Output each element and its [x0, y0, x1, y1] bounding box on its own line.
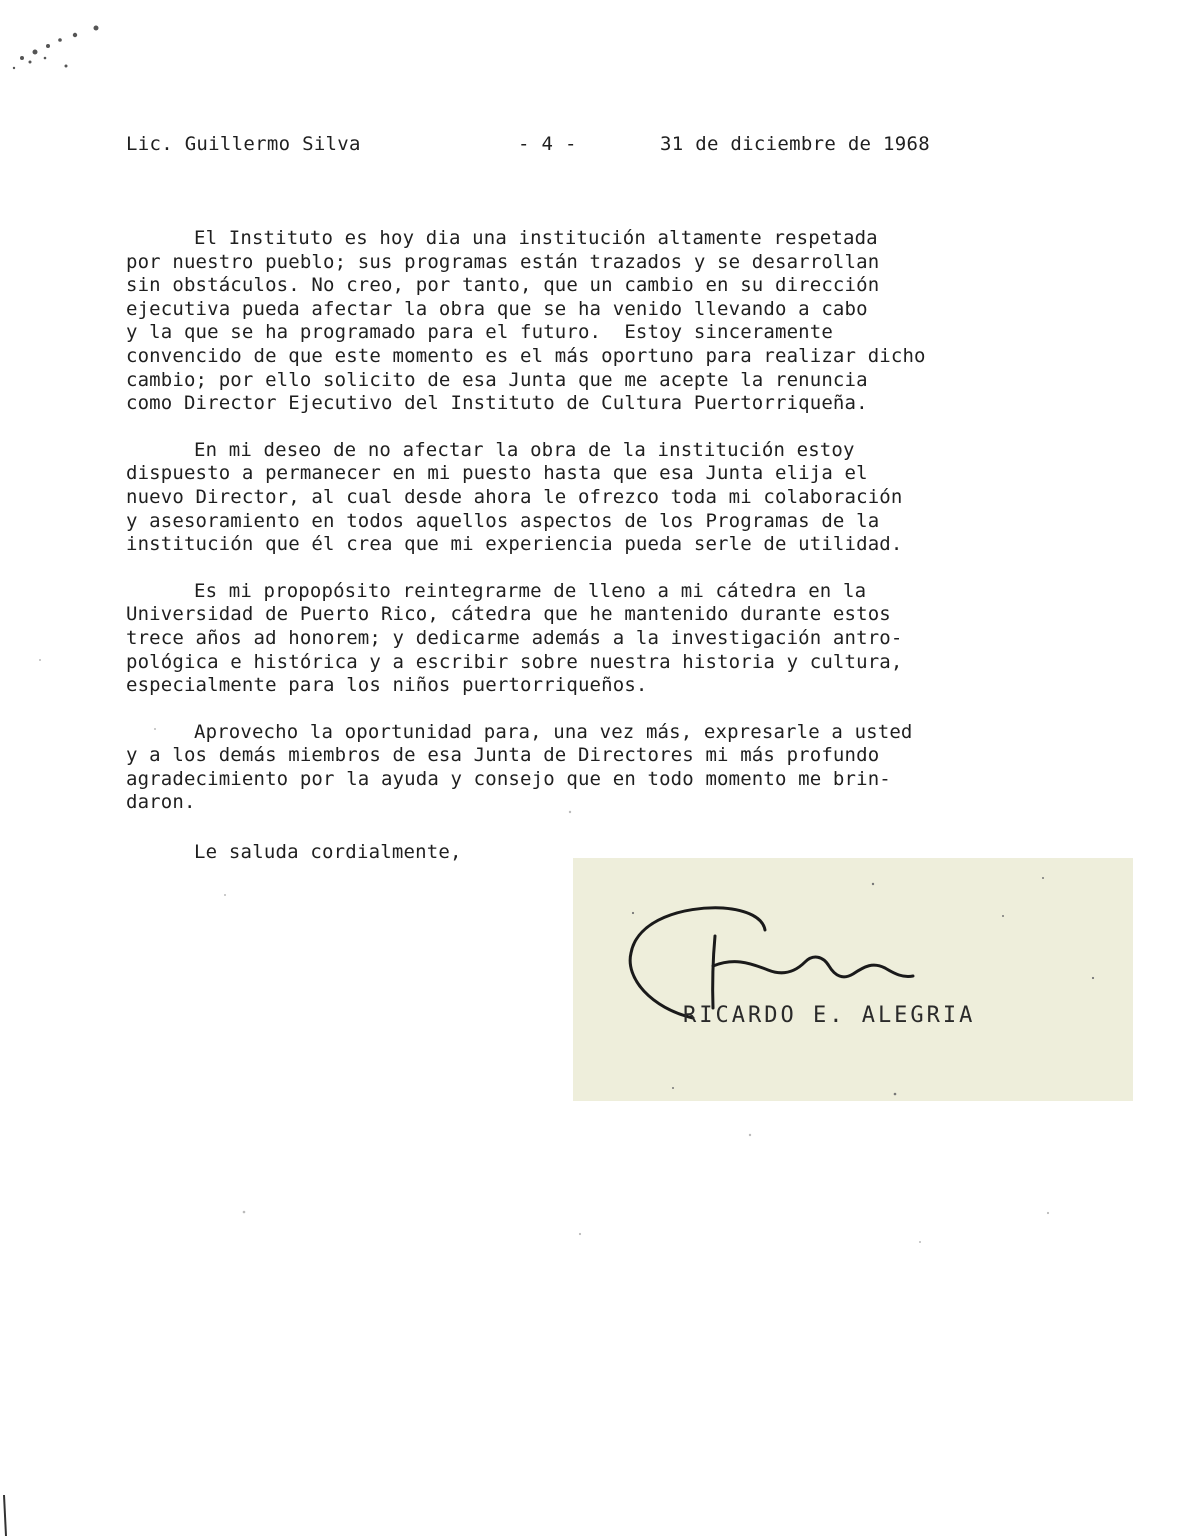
closing-salutation: Le saluda cordialmente, [194, 841, 462, 863]
paragraph-3 [126, 580, 1096, 698]
addressee: Lic. Guillermo Silva [126, 133, 361, 155]
text-line: dispuesto a permanecer en mi puesto hasta que esa Junta elija el [126, 462, 868, 485]
text-line: institución que él crea que mi experiencia pueda serle de utilidad. [126, 533, 903, 556]
text-line: ejecutiva pueda afectar la obra que se ha venido llevando a cabo [126, 297, 868, 320]
handwritten-signature [573, 858, 1133, 1101]
paragraph-2 [126, 439, 1096, 557]
letter-body [126, 227, 1096, 838]
text-line: especialmente para los niños puertorriqueños. [126, 674, 648, 697]
paragraph-4 [126, 721, 1096, 815]
text-line: como Director Ejecutivo del Instituto de Cultura Puertorriqueña. [126, 392, 868, 415]
paragraph-1 [126, 227, 1096, 416]
text-line: convencido de que este momento es el más oportuno para realizar dicho [126, 344, 926, 367]
text-line: pológica e histórica y a escribir sobre nuestra historia y cultura, [126, 650, 903, 673]
text-line: cambio; por ello solicito de esa Junta que me acepte la renuncia [126, 368, 868, 391]
text-line: daron. [126, 791, 196, 814]
text-line: El Instituto es hoy dia una institución altamente respetada [194, 227, 878, 249]
signature-block [573, 858, 1133, 1101]
text-line: nuevo Director, al cual desde ahora le ofrezco toda mi colaboración [126, 485, 903, 508]
typed-signatory-name: RICARDO E. ALEGRIA [683, 1003, 976, 1028]
letter-header [126, 133, 1006, 159]
text-line: Aprovecho la oportunidad para, una vez más, expresarle a usted [194, 720, 913, 743]
text-line: sin obstáculos. No creo, por tanto, que un cambio en su dirección [126, 274, 880, 297]
text-line: y la que se ha programado para el futuro. Estoy sinceramente [126, 321, 833, 344]
text-line: En mi deseo de no afectar la obra de la institución estoy [194, 438, 855, 461]
letter-date: 31 de diciembre de 1968 [660, 133, 930, 155]
text-line: agradecimiento por la ayuda y consejo que en todo momento me brin- [126, 767, 891, 790]
text-line: Universidad de Puerto Rico, cátedra que he mantenido durante estos [126, 603, 891, 626]
text-line: por nuestro pueblo; sus programas están trazados y se desarrollan [126, 250, 880, 273]
text-line: y a los demás miembros de esa Junta de Directores mi más profundo [126, 744, 880, 767]
text-line: trece años ad honorem; y dedicarme además a la investigación antro- [126, 626, 903, 649]
text-line: y asesoramiento en todos aquellos aspectos de los Programas de la [126, 509, 880, 532]
page-number: - 4 - [518, 133, 577, 155]
text-line: Es mi propopósito reintegrarme de lleno a mi cátedra en la [194, 579, 867, 602]
